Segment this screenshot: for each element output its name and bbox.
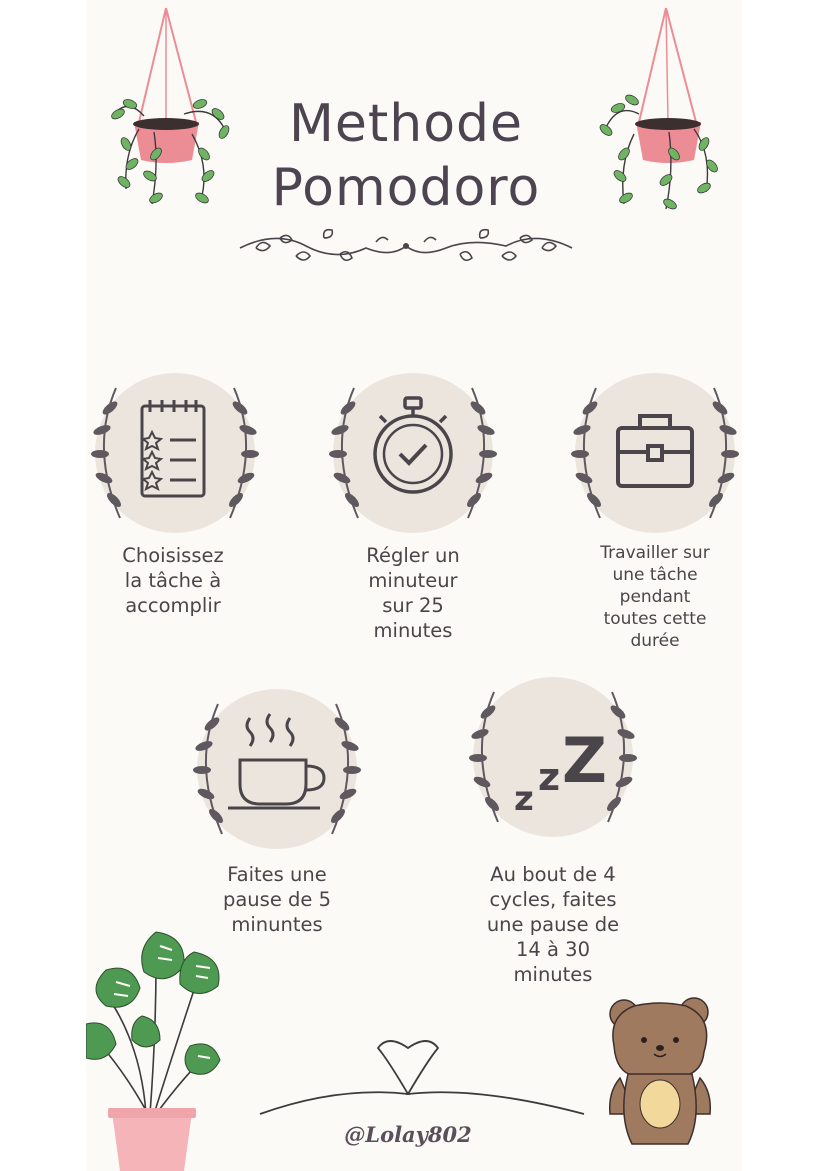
monstera-plant-icon xyxy=(86,924,226,1171)
teddy-bear-icon xyxy=(604,996,716,1150)
heart-line-icon xyxy=(258,1030,588,1120)
step-5-badge xyxy=(458,672,648,842)
infographic-page xyxy=(86,0,742,1171)
ornament-divider-icon xyxy=(236,224,576,270)
author-credit: @Lolay802 xyxy=(344,1122,472,1147)
step-2-badge xyxy=(318,368,508,538)
zzz-small-letter: z xyxy=(514,779,534,819)
step-3-badge xyxy=(560,368,742,538)
title-line-2: Pomodoro xyxy=(271,158,541,218)
step-4-badge xyxy=(182,684,372,854)
title-line-1: Methode xyxy=(288,94,524,154)
page-title xyxy=(186,92,626,220)
zzz-large-letter: Z xyxy=(562,724,607,797)
step-5-label: Au bout de 4 cycles, faites une pause de 14 à 30 minutes xyxy=(486,863,620,986)
step-3-label: Travailler sur une tâche pendant toutes cette durée xyxy=(600,543,710,651)
zzz-medium-letter: z xyxy=(538,755,561,799)
step-1-label: Choisissez la tâche à accomplir xyxy=(122,544,224,617)
step-2-label: Régler un minuteur sur 25 minutes xyxy=(366,544,460,642)
step-1-badge xyxy=(86,368,270,538)
step-4-label: Faites une pause de 5 minuntes xyxy=(222,863,332,936)
